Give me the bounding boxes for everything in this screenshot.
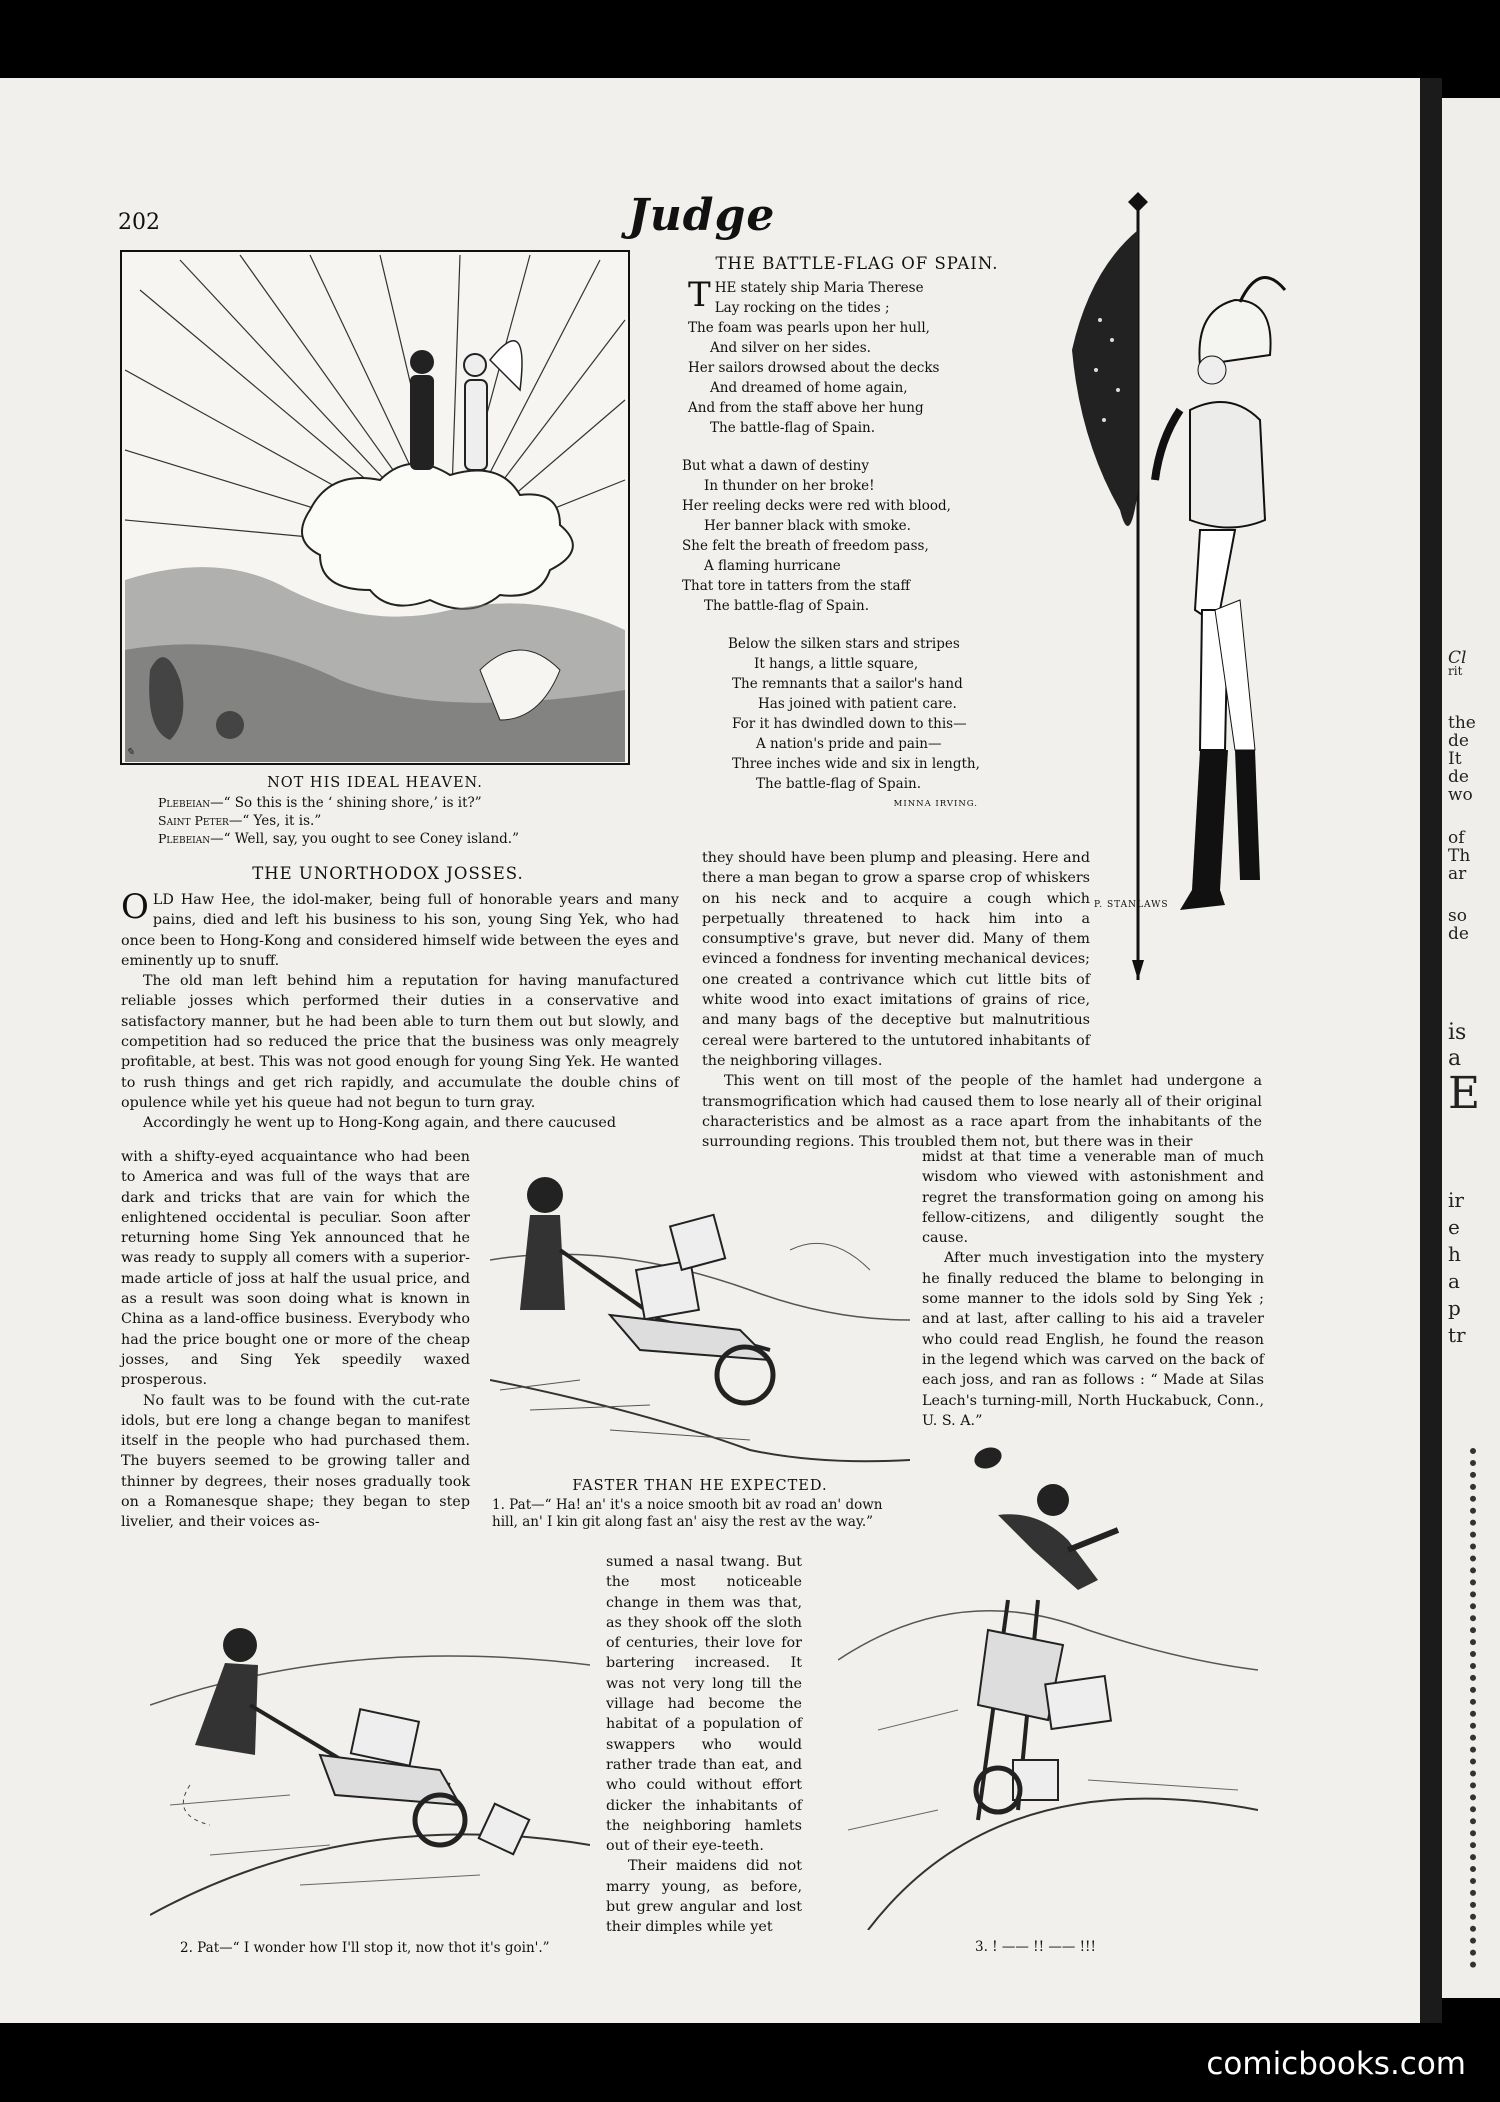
- story-paragraph: The old man left behind him a reputation for having manufactured reliable josses which performed their duties in a conservative and satisfactory manner, but he had been able to turn them out but slowly, and competition had so reduced the price that the business was only meagrely profitable, at best. This was not good enough for young Sing Yek. He wanted to rush things and get rich rapidly, and accumulate the double chins of opulence while yet his queue had not begun to turn gray.: [121, 973, 679, 1111]
- cartoon-title: NOT HIS IDEAL HEAVEN.: [267, 775, 483, 791]
- facing-fragment: a: [1448, 1046, 1462, 1071]
- page-gutter: [1420, 78, 1442, 2023]
- panel-caption: 2. Pat—“ I wonder how I'll stop it, now thot it's goin'.”: [180, 1940, 550, 1956]
- poem-line: Below the silken stars and stripes: [728, 636, 960, 652]
- poem-line: For it has dwindled down to this—: [732, 716, 967, 732]
- facing-fragment: tr: [1448, 1323, 1466, 1347]
- facing-fragment: of: [1448, 828, 1465, 848]
- facing-fragment: Cl: [1448, 648, 1467, 668]
- poem-line: She felt the breath of freedom pass,: [682, 538, 929, 554]
- poem-line: The battle-flag of Spain.: [756, 776, 922, 792]
- svg-text:✎: ✎: [126, 747, 135, 758]
- poem-line: That tore in tatters from the staff: [682, 578, 911, 594]
- dialogue-line: —“ Yes, it is.”: [228, 813, 322, 829]
- poem-line: Has joined with patient care.: [758, 696, 957, 712]
- poem-line: The battle-flag of Spain.: [704, 598, 870, 614]
- wheelbarrow-panel-2: [150, 1555, 590, 1930]
- poem-line: The foam was pearls upon her hull,: [688, 320, 930, 336]
- facing-fragment: e: [1448, 1215, 1460, 1239]
- story-paragraph: This went on till most of the people of the hamlet had undergone a transmogrification which had caused them to lose nearly all of their original characteristics and be almost as a race apart from the inhabitants of the surrounding regions. This troubled them not, but there was in their: [702, 1073, 1262, 1151]
- poem-line-text: HE stately ship Maria Therese: [714, 280, 924, 296]
- poem-line: Her sailors drowsed about the decks: [688, 360, 940, 376]
- panel-caption: 3. ! —— !! —— !!!: [975, 1939, 1096, 1955]
- poem-line: A flaming hurricane: [704, 558, 841, 574]
- wheelbarrow-panel-1: [490, 1150, 910, 1465]
- facing-fragment: h: [1448, 1242, 1461, 1266]
- cartoon-dialogue: [158, 794, 628, 848]
- facing-fragment: so: [1448, 906, 1467, 926]
- poem-line: A nation's pride and pain—: [756, 736, 942, 752]
- poem-line: Her reeling decks were red with blood,: [682, 498, 951, 514]
- facing-fragment: the: [1448, 713, 1476, 733]
- story-column-1: [121, 887, 679, 1134]
- story-paragraph: they should have been plump and pleasing. Here and there a man began to grow a sparse crop of whiskers on his neck and to acquire a cough which perpetually threatened to hack him into a consumptive's grave, but never did. Many of them evinced a fondness for inventing mechanical devices; one created a contrivance which cut little bits of white wood into exact imitations of grains of rice, and many bags of the deceptive but malnutritious cereal were bartered to the untutored inhabitants of the neighboring villages.: [702, 850, 1090, 1069]
- story-paragraph: Accordingly he went up to Hong-Kong again, and there caucused: [143, 1115, 616, 1132]
- poem-line: And from the staff above her hung: [688, 400, 924, 416]
- facing-fragment: p: [1448, 1296, 1461, 1320]
- facing-fragment: a: [1448, 1269, 1460, 1293]
- story-column-4: [606, 1552, 802, 1938]
- paragraph-text: LD Haw Hee, the idol-maker, being full of honorable years and many pains, died and left his business to his son, young Sing Yek, who had once been to Hong-Kong and considered himself wide between the eyes and eminently up to snuff.: [121, 892, 679, 969]
- story-column-2: [702, 848, 1262, 1152]
- drop-cap: O: [121, 887, 149, 927]
- poem-line: Lay rocking on the tides ;: [714, 300, 890, 316]
- poem-title: THE BATTLE-FLAG OF SPAIN.: [715, 254, 999, 273]
- story-column-1b: [121, 1147, 470, 1533]
- speaker-name: Plebeian: [158, 831, 211, 846]
- facing-fragment: ir: [1448, 1188, 1464, 1212]
- artist-signature: P. STANLAWS: [1094, 900, 1169, 910]
- poem-line: Three inches wide and six in length,: [732, 756, 980, 772]
- facing-page-edge: [1442, 98, 1500, 1998]
- poem-line: In thunder on her broke!: [704, 478, 875, 494]
- drop-cap: T: [688, 275, 711, 315]
- dialogue-line: —“ Well, say, you ought to see Coney island.”: [210, 831, 520, 847]
- story-paragraph: midst at that time a venerable man of much wisdom who viewed with astonishment and regret the transformation going on among his fellow-citizens, and diligently sought the cause.: [922, 1149, 1264, 1247]
- facing-fragment: It: [1448, 749, 1462, 769]
- facing-fragment: wo: [1448, 785, 1473, 805]
- panel-caption: 1. Pat—“ Ha! an' it's a noice smooth bit av road an' down hill, an' I kin git along fast an' aisy the rest av the way.”: [492, 1497, 883, 1530]
- poem-author: MINNA IRVING.: [893, 799, 978, 809]
- page-number: 202: [118, 210, 160, 235]
- facing-decorative-border: [1470, 1448, 1488, 1968]
- facing-fragment: E: [1448, 1068, 1481, 1119]
- facing-fragment: Th: [1448, 846, 1471, 866]
- heaven-cartoon-illustration: [120, 250, 630, 765]
- poem-line: Her banner black with smoke.: [704, 518, 911, 534]
- facing-fragment: rit: [1448, 664, 1463, 678]
- watermark: comicbooks.com: [1206, 2046, 1466, 2082]
- story-title: THE UNORTHODOX JOSSES.: [252, 864, 524, 883]
- facing-fragment: ar: [1448, 864, 1467, 884]
- facing-fragment: de: [1448, 767, 1469, 787]
- facing-fragment: de: [1448, 924, 1469, 944]
- story-paragraph: Their maidens did not marry young, as before, but grew angular and lost their dimples while yet: [606, 1858, 802, 1936]
- dialogue-line: —“ So this is the ‘ shining shore,’ is it?”: [210, 795, 482, 811]
- story-paragraph: with a shifty-eyed acquaintance who had been to America and was full of the ways that are dark and tricks that are vain for which the enlightened occidental is peculiar. Soon after returning home Sing Yek announced that he was ready to supply all comers with a superior-made article of joss at half the usual price, and as a result was soon doing what is known in China as a land-office business. Everybody who had the price bought one or more of the cheap josses, and Sing Yek speedily waxed prosperous.: [121, 1149, 470, 1389]
- cartoon-title: FASTER THAN HE EXPECTED.: [572, 1478, 828, 1494]
- poem-line: And silver on her sides.: [710, 340, 871, 356]
- poem-line: It hangs, a little square,: [754, 656, 919, 672]
- story-paragraph: [121, 887, 679, 971]
- story-paragraph: sumed a nasal twang. But the most noticeable change in them was that, as they shook off the sloth of centuries, their love for bartering increased. It was not very long till the village had become the habitat of a population of swappers who would rather trade than eat, and who could without effort dicker the inhabitants of the neighboring hamlets out of their eye-teeth.: [606, 1554, 802, 1855]
- facing-fragment: de: [1448, 731, 1469, 751]
- poem-line: And dreamed of home again,: [710, 380, 908, 396]
- poem-body: [682, 275, 1058, 814]
- story-paragraph: No fault was to be found with the cut-rate idols, but ere long a change began to manifest itself in the people who had purchased them. The buyers seemed to be growing taller and thinner by degrees, their noses gradually took on a Romanesque shape; they began to step livelier, and their voices as-: [121, 1392, 470, 1531]
- story-paragraph: After much investigation into the mystery he finally reduced the blame to belonging in some manner to the idols sold by Sing Yek ; and at last, after calling to his aid a traveler who could read English, he found the reason in the legend which was carved on the back of each joss, and ran as follows : “ Made at Silas Leach's turning-mill, North Huckabuck, Conn., U. S. A.”: [922, 1250, 1264, 1429]
- poem-line: The remnants that a sailor's hand: [732, 676, 963, 692]
- poem-line: The battle-flag of Spain.: [710, 420, 876, 436]
- facing-fragment: is: [1448, 1020, 1467, 1045]
- speaker-name: Saint Peter: [158, 813, 229, 828]
- wheelbarrow-panel-3: [838, 1430, 1258, 1930]
- masthead-logo: Judge: [628, 190, 776, 241]
- poem-line: But what a dawn of destiny: [682, 458, 869, 474]
- speaker-name: Plebeian: [158, 795, 211, 810]
- story-column-3: [922, 1147, 1264, 1431]
